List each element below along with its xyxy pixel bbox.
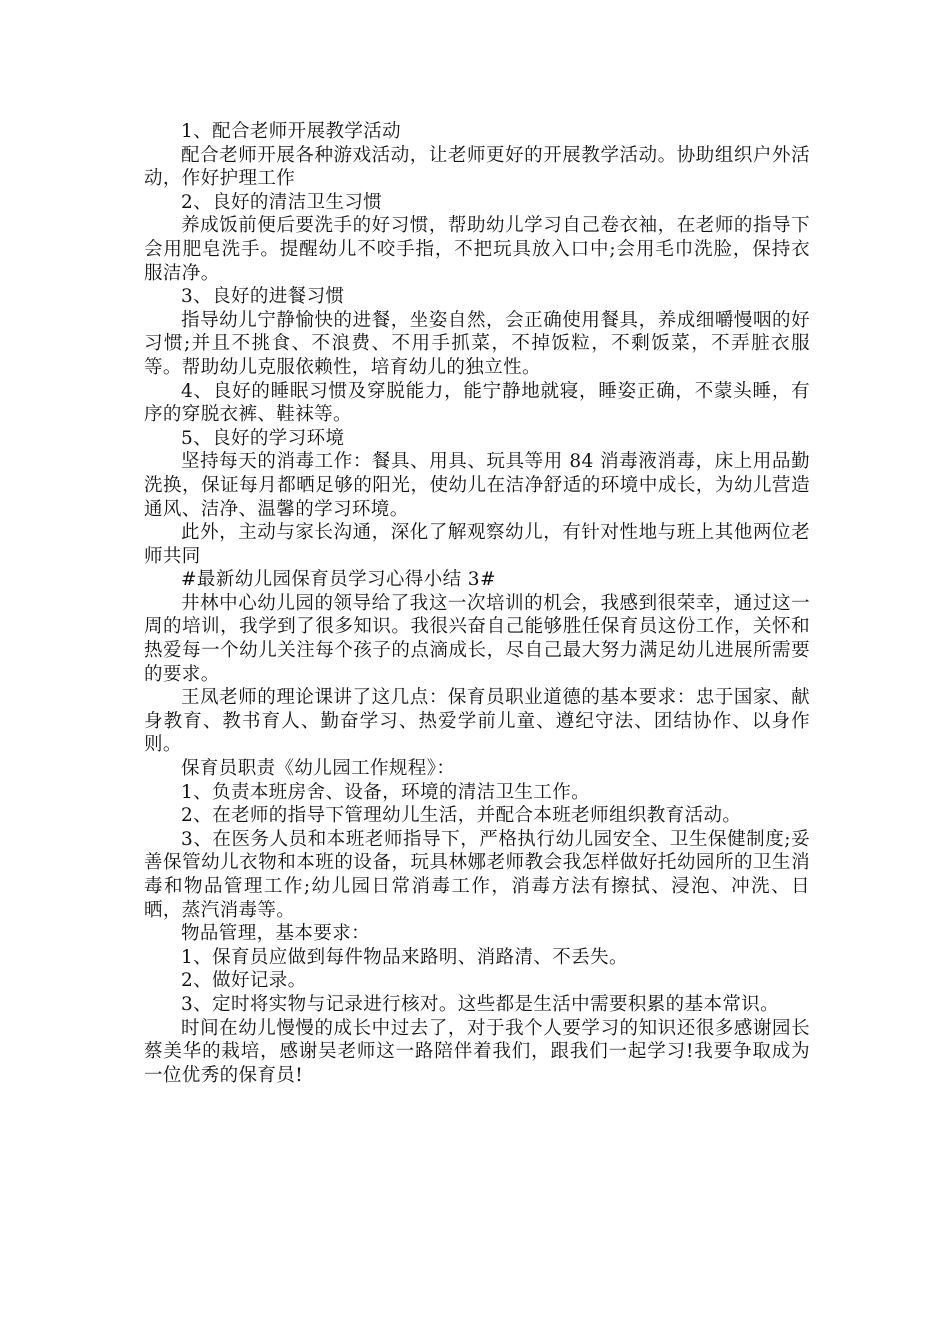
list-item: 3、定时将实物与记录进行核对。这些都是生活中需要积累的基本常识。 <box>181 993 780 1015</box>
body-paragraph: 指导幼儿宁静愉快的进餐，坐姿自然，会正确使用餐具，养成细嚼慢咽的好习惯;并且不挑食、不浪费、不用手抓菜，不掉饭粒，不剩饭菜，不弄脏衣服等。帮助幼儿克服依赖性，培育幼儿的独立性。 <box>144 309 810 378</box>
body-paragraph: 时间在幼儿慢慢的成长中过去了，对于我个人要学习的知识还很多感谢园长蔡美华的栽培，感谢吴老师这一路陪伴着我们，跟我们一起学习!我要争取成为一位优秀的保育员! <box>144 1017 810 1086</box>
section-heading: 1、配合老师开展教学活动 <box>181 121 402 142</box>
section-heading: 物品管理，基本要求： <box>181 923 371 945</box>
list-item: 1、负责本班房舍、设备，环境的清洁卫生工作。 <box>181 781 591 803</box>
list-item: 3、在医务人员和本班老师指导下，严格执行幼儿园安全、卫生保健制度;妥善保管幼儿衣物和本班的设备，玩具林娜老师教会我怎样做好托幼园所的卫生消毒和物品管理工作;幼儿园日常消毒工作，消毒方法有擦拭、浸泡、冲洗、日晒，蒸汽消毒等。 <box>144 828 810 921</box>
list-item: 2、做好记录。 <box>181 970 307 992</box>
body-paragraph: 配合老师开展各种游戏活动，让老师更好的开展教学活动。协助组织户外活动，作好护理工作 <box>144 144 810 190</box>
body-paragraph: 养成饭前便后要洗手的好习惯，帮助幼儿学习自己卷衣袖，在老师的指导下会用肥皂洗手。提醒幼儿不咬手指，不把玩具放入口中;会用毛巾洗脸，保持衣服洁净。 <box>144 215 810 284</box>
body-paragraph: 4、良好的睡眠习惯及穿脱能力，能宁静地就寝，睡姿正确，不蒙头睡，有序的穿脱衣裤、鞋袜等。 <box>144 380 810 426</box>
body-paragraph: 井林中心幼儿园的领导给了我这一次培训的机会，我感到很荣幸，通过这一周的培训，我学到了很多知识。我很兴奋自己能够胜任保育员这份工作，关怀和热爱每一个幼儿关注每个孩子的点滴成长，尽自己最大努力满足幼儿进展所需要的要求。 <box>144 592 810 685</box>
list-item: 1、保育员应做到每件物品来路明、消路清、不丢失。 <box>181 946 628 968</box>
body-paragraph: 此外，主动与家长沟通，深化了解观察幼儿，有针对性地与班上其他两位老师共同 <box>144 522 810 567</box>
article-title: #最新幼儿园保育员学习心得小结 3# <box>181 569 496 591</box>
section-heading: 保育员职责《幼儿园工作规程》： <box>181 758 456 780</box>
section-heading: 2、良好的清洁卫生习惯 <box>181 191 383 213</box>
body-paragraph: 坚持每天的消毒工作：餐具、用具、玩具等用 84 消毒液消毒，床上用品勤洗换，保证每月都晒足够的阳光，使幼儿在洁净舒适的环境中成长，为幼儿营造通风、洁净、温馨的学习环境。 <box>144 451 810 520</box>
section-heading: 3、良好的进餐习惯 <box>181 286 345 308</box>
list-item: 2、在老师的指导下管理幼儿生活，并配合本班老师组织教育活动。 <box>181 805 742 827</box>
body-paragraph: 王凤老师的理论课讲了这几点：保育员职业道德的基本要求：忠于国家、献身教育、教书育人、勤奋学习、热爱学前儿童、遵纪守法、团结协作、以身作则。 <box>144 687 810 756</box>
document-body <box>144 120 810 1087</box>
section-heading: 5、良好的学习环境 <box>181 427 345 449</box>
